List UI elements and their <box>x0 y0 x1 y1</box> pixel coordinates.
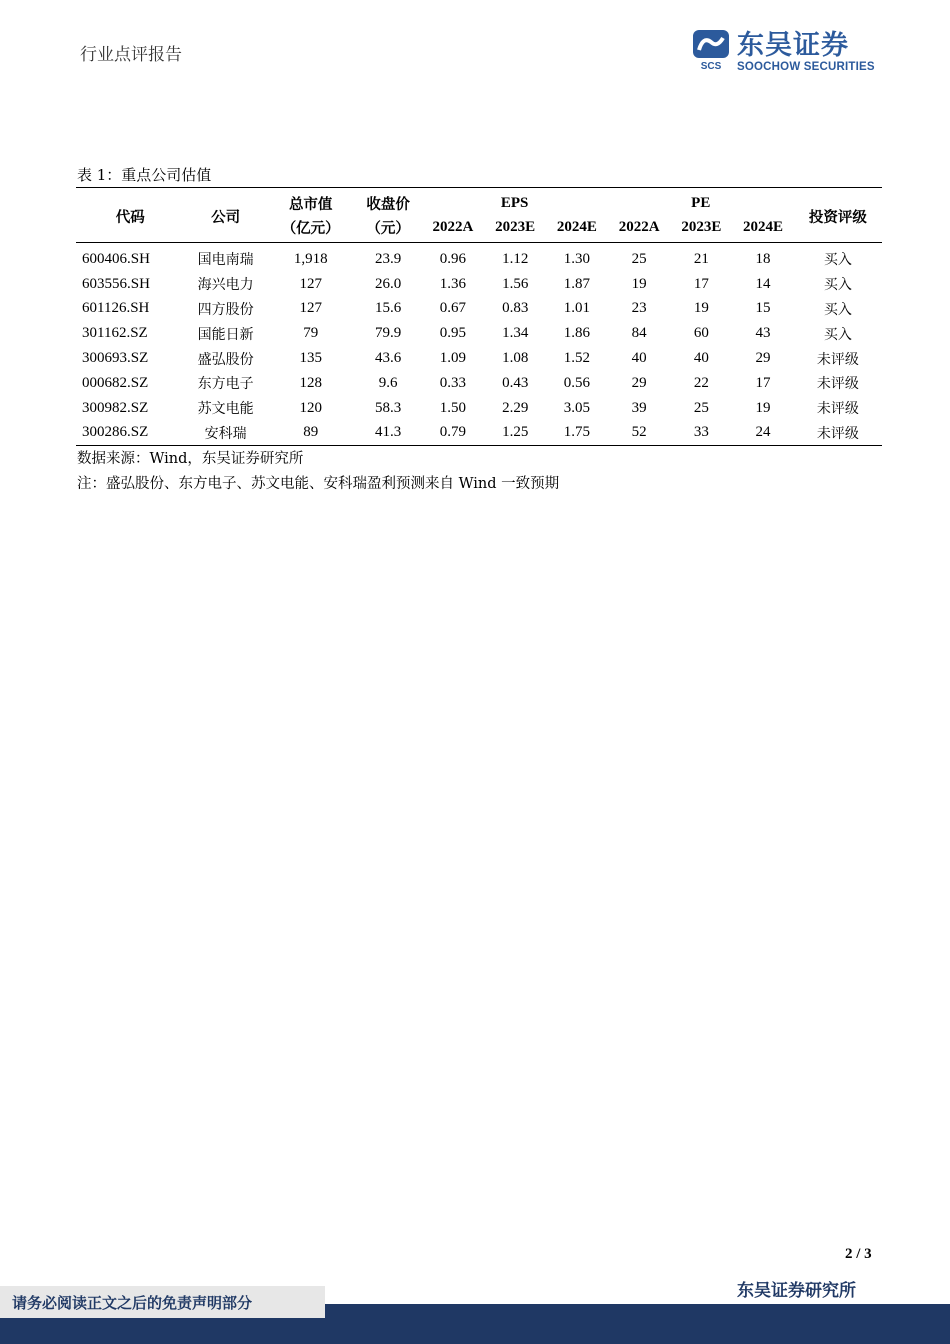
company-logo <box>693 30 893 75</box>
logo-name-en: SOOCHOW SECURITIES <box>737 61 875 73</box>
pe-2023e-cell: 33 <box>693 424 709 441</box>
header-pe-year: 2022A <box>618 218 660 235</box>
eps-2022a-cell: 0.79 <box>439 424 467 441</box>
header-eps-year: 2023E <box>495 218 536 235</box>
stock-code-cell: 300982.SZ <box>82 399 149 416</box>
company-name-cell: 苏文电能 <box>197 401 254 418</box>
company-name-cell: 海兴电力 <box>197 277 254 294</box>
pe-2022a-cell: 52 <box>631 424 647 441</box>
pe-2023e-cell: 60 <box>693 325 709 342</box>
eps-2024e-cell: 1.30 <box>563 250 590 267</box>
eps-2023e-cell: 1.12 <box>502 250 529 267</box>
pe-2023e-cell: 17 <box>693 275 709 292</box>
pe-2024e-cell: 17 <box>755 374 771 391</box>
market-cap-cell: 1,918 <box>293 250 328 267</box>
table-row <box>76 371 882 396</box>
eps-2022a-cell: 1.09 <box>439 350 467 367</box>
header-price: 收盘价 <box>366 196 410 213</box>
header-rating: 投资评级 <box>808 210 867 226</box>
eps-2022a-cell: 1.50 <box>439 399 467 416</box>
logo-mark-text: SCS <box>700 61 722 70</box>
table-row <box>76 346 882 371</box>
eps-2024e-cell: 1.87 <box>563 275 590 292</box>
table-caption: 表 1：重点公司估值 <box>77 166 212 184</box>
close-price-cell: 9.6 <box>378 374 398 391</box>
table-body <box>76 243 882 446</box>
pe-2024e-cell: 24 <box>755 424 771 441</box>
close-price-cell: 15.6 <box>374 300 402 317</box>
eps-2023e-cell: 0.43 <box>502 374 529 391</box>
eps-2024e-cell: 1.86 <box>563 325 590 342</box>
pe-2022a-cell: 39 <box>631 399 647 416</box>
eps-2022a-cell: 0.95 <box>439 325 467 342</box>
close-price-cell: 43.6 <box>374 350 402 367</box>
company-name-cell: 国电南瑞 <box>197 252 254 269</box>
close-price-cell: 23.9 <box>374 250 402 267</box>
market-cap-cell: 135 <box>299 350 322 367</box>
pe-2024e-cell: 43 <box>755 325 771 342</box>
stock-code-cell: 300693.SZ <box>82 350 149 367</box>
close-price-cell: 41.3 <box>374 424 402 441</box>
pe-2022a-cell: 84 <box>631 325 647 342</box>
header-price-unit: （元） <box>366 220 410 237</box>
market-cap-cell: 127 <box>299 300 322 317</box>
stock-code-cell: 601126.SH <box>82 300 150 317</box>
eps-2024e-cell: 1.52 <box>563 350 590 367</box>
market-cap-cell: 89 <box>303 424 319 441</box>
close-price-cell: 58.3 <box>374 399 402 416</box>
company-name-cell: 国能日新 <box>197 326 254 343</box>
company-name-cell: 四方股份 <box>197 301 254 318</box>
stock-code-cell: 300286.SZ <box>82 424 149 441</box>
rating-cell: 未评级 <box>816 351 859 368</box>
table-row <box>76 272 882 297</box>
eps-2022a-cell: 0.33 <box>439 374 467 391</box>
pe-2022a-cell: 25 <box>631 250 647 267</box>
eps-2023e-cell: 1.34 <box>502 325 529 342</box>
pe-2023e-cell: 25 <box>693 399 709 416</box>
eps-2023e-cell: 1.25 <box>502 424 529 441</box>
eps-2023e-cell: 0.83 <box>502 300 529 317</box>
page-number: 2 / 3 <box>845 1246 872 1262</box>
pe-2024e-cell: 14 <box>755 275 771 292</box>
footer-organization: 东吴证券研究所 <box>737 1281 856 1301</box>
forecast-remark: 注：盛弘股份、东方电子、苏文电能、安科瑞盈利预测来自 Wind 一致预期 <box>77 476 560 492</box>
stock-code-cell: 600406.SH <box>82 250 150 267</box>
pe-2024e-cell: 29 <box>755 350 771 367</box>
header-code: 代码 <box>115 210 145 226</box>
pe-2022a-cell: 19 <box>631 275 647 292</box>
header-market-cap-unit: （亿元） <box>281 220 340 237</box>
pe-2022a-cell: 40 <box>631 350 647 367</box>
eps-2024e-cell: 1.75 <box>563 424 590 441</box>
market-cap-cell: 79 <box>303 325 319 342</box>
rating-cell: 未评级 <box>816 425 859 442</box>
table-row <box>76 243 882 272</box>
eps-2023e-cell: 1.56 <box>502 275 529 292</box>
rating-cell: 买入 <box>823 326 852 343</box>
rating-cell: 未评级 <box>816 376 859 393</box>
close-price-cell: 79.9 <box>374 325 402 342</box>
pe-2023e-cell: 40 <box>693 350 709 367</box>
header-eps: EPS <box>500 194 529 211</box>
company-name-cell: 东方电子 <box>197 376 254 393</box>
market-cap-cell: 120 <box>299 399 322 416</box>
pe-2024e-cell: 19 <box>755 399 771 416</box>
market-cap-cell: 128 <box>299 374 322 391</box>
pe-2023e-cell: 22 <box>693 374 709 391</box>
stock-code-cell: 301162.SZ <box>82 325 148 342</box>
eps-2024e-cell: 1.01 <box>563 300 590 317</box>
table-row <box>76 396 882 421</box>
table-row <box>76 321 882 346</box>
eps-2022a-cell: 1.36 <box>439 275 467 292</box>
report-category: 行业点评报告 <box>80 45 182 65</box>
header-pe-year: 2023E <box>681 218 722 235</box>
footer-disclaimer-box <box>0 1286 325 1318</box>
valuation-table <box>76 187 882 446</box>
data-source-note: 数据来源：Wind，东吴证券研究所 <box>77 451 304 467</box>
eps-2022a-cell: 0.96 <box>439 250 467 267</box>
table-row <box>76 421 882 446</box>
market-cap-cell: 127 <box>299 275 322 292</box>
eps-2022a-cell: 0.67 <box>439 300 467 317</box>
pe-2022a-cell: 23 <box>631 300 647 317</box>
pe-2023e-cell: 19 <box>693 300 709 317</box>
pe-2024e-cell: 18 <box>755 250 771 267</box>
scs-logo-icon <box>693 30 729 70</box>
header-pe: PE <box>691 194 711 211</box>
header-eps-year: 2022A <box>432 218 474 235</box>
pe-2022a-cell: 29 <box>631 374 647 391</box>
rating-cell: 买入 <box>823 252 852 269</box>
rating-cell: 买入 <box>823 301 852 318</box>
stock-code-cell: 603556.SH <box>82 275 150 292</box>
company-name-cell: 盛弘股份 <box>197 351 254 368</box>
eps-2023e-cell: 2.29 <box>502 399 529 416</box>
eps-2024e-cell: 3.05 <box>563 399 590 416</box>
logo-name-cn: 东吴证券 <box>737 30 849 61</box>
header-pe-year: 2024E <box>743 218 784 235</box>
header-eps-year: 2024E <box>556 218 597 235</box>
eps-2024e-cell: 0.56 <box>563 374 590 391</box>
rating-cell: 买入 <box>823 277 852 294</box>
table-row <box>76 297 882 322</box>
pe-2023e-cell: 21 <box>693 250 709 267</box>
header-market-cap: 总市值 <box>288 196 333 213</box>
footer-disclaimer: 请务必阅读正文之后的免责声明部分 <box>12 1294 253 1312</box>
pe-2024e-cell: 15 <box>755 300 771 317</box>
header-company: 公司 <box>211 210 241 226</box>
rating-cell: 未评级 <box>816 401 859 418</box>
company-name-cell: 安科瑞 <box>204 425 247 442</box>
close-price-cell: 26.0 <box>374 275 402 292</box>
stock-code-cell: 000682.SZ <box>82 374 149 391</box>
eps-2023e-cell: 1.08 <box>502 350 529 367</box>
